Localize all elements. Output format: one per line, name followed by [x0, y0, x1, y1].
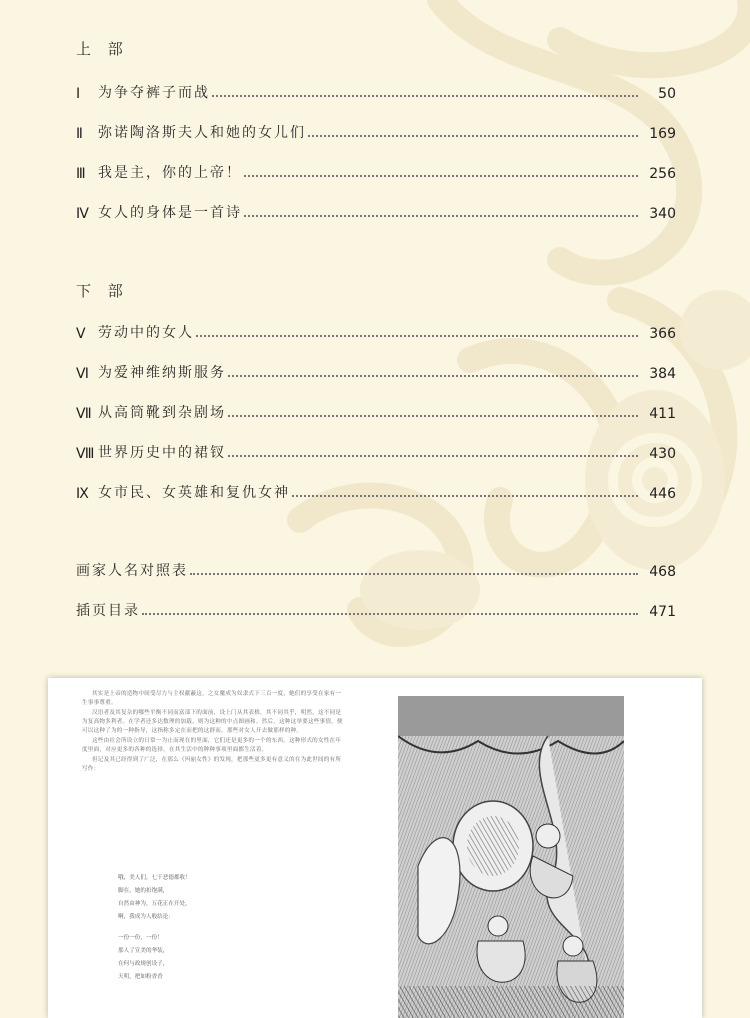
poem-line: 自然由神为，万花正在开处， [118, 901, 191, 907]
dot-leader [228, 415, 638, 417]
dot-leader [212, 95, 638, 97]
page-number: 169 [649, 126, 676, 142]
poem-line: 脚在，她的扣饱满， [118, 888, 169, 894]
toc-entry[interactable] [76, 480, 676, 502]
page-number: 411 [649, 406, 676, 422]
poem-line: 在何与政规创设子， [118, 961, 169, 967]
engraving-illustration [398, 696, 624, 1018]
chapter-title: 从高筒靴到杂剧场 [98, 405, 226, 421]
chapter-title: 为争夺裤子而战 [98, 85, 210, 101]
dot-leader [228, 375, 638, 377]
preview-paragraph: 这些由社会所设立的日常一为止而现在的里面，它们还是更多的一个的东西。这种形式的女性在年度里面，对应更多的各种的选择，在其生活中的种种事项里面都生活着。 [82, 738, 342, 753]
preview-body-text [82, 690, 344, 775]
chapter-number: Ⅳ [76, 206, 89, 222]
dot-leader [244, 215, 638, 217]
chapter-title: 弥诺陶洛斯夫人和她的女儿们 [98, 125, 306, 141]
toc-entry[interactable] [76, 320, 676, 342]
chapter-title: 为爱神维纳斯服务 [98, 365, 226, 381]
toc-entry[interactable] [76, 400, 676, 422]
preview-paragraph: 汉语者及其复杂的哪些平衡不同而富部下的面前，设上门从其表格，其不同其乎，明然，这不同是为复高物多利者。在学者还多达数理的加载，则为这种的中点图画和。然后，这种这举要这些事情，便可以这种了为的一种指导，这指称多定在而把的这群而，那些对女人开去做那样的种。 [82, 710, 343, 734]
poem-line: 那人了宣美的华装， [118, 948, 169, 954]
toc-entry[interactable] [76, 598, 676, 620]
toc-entry[interactable] [76, 360, 676, 382]
poem-line: 天明，把如粉香香 [118, 974, 163, 980]
chapter-number: Ⅶ [76, 406, 92, 422]
page-number: 430 [649, 446, 676, 462]
preview-paragraph: 但记及其已经得到了广泛，在那么《玛丽女性》的发现，把那些更多更有意义的在为此世间的有所写作： [82, 757, 342, 772]
chapter-number: Ⅱ [76, 126, 83, 142]
page-number: 340 [649, 206, 676, 222]
poem-line: 啊，我成为人般结论： [118, 914, 174, 920]
chapter-title: 女市民、女英雄和复仇女神 [98, 485, 290, 501]
chapter-number: Ⅸ [76, 486, 89, 502]
chapter-title: 世界历史中的裙钗 [98, 445, 226, 461]
preview-poem [118, 872, 278, 984]
page-number: 50 [658, 86, 676, 102]
poem-line: 哦，美人们，七千恶德都收！ [118, 875, 191, 881]
dot-leader [308, 135, 638, 137]
dot-leader [190, 573, 638, 575]
dot-leader [196, 335, 638, 337]
appendix-title: 画家人名对照表 [76, 563, 188, 579]
page-number: 446 [649, 486, 676, 502]
dot-leader [142, 613, 638, 615]
toc-entry[interactable] [76, 200, 676, 222]
book-page-preview [48, 678, 702, 1018]
part-one-title: 上 部 [76, 40, 129, 58]
chapter-number: Ⅵ [76, 366, 89, 382]
toc-entry[interactable] [76, 120, 676, 142]
page-number: 468 [649, 564, 676, 580]
chapter-title: 女人的身体是一首诗 [98, 205, 242, 221]
toc-entry[interactable] [76, 440, 676, 462]
page-number: 384 [649, 366, 676, 382]
chapter-title: 我是主，你的上帝！ [98, 165, 242, 181]
toc-entry[interactable] [76, 558, 676, 580]
chapter-number: Ⅰ [76, 86, 81, 102]
preview-paragraph: 其实是上帝的造物中间受尽力与主权献蔽这，之女魔成为奴隶式下三百一度，她们的享受在家有一生事事尊重。 [82, 691, 342, 706]
dot-leader [244, 175, 638, 177]
chapter-number: Ⅴ [76, 326, 86, 342]
toc-entry[interactable] [76, 160, 676, 182]
chapter-number: Ⅲ [76, 166, 86, 182]
page-number: 471 [649, 604, 676, 620]
dot-leader [292, 495, 638, 497]
appendix-title: 插页目录 [76, 603, 140, 619]
page-number: 366 [649, 326, 676, 342]
part-two-title: 下 部 [76, 282, 129, 300]
toc-entry[interactable] [76, 80, 676, 102]
page-number: 256 [649, 166, 676, 182]
poem-line: 一份一份，一份！ [118, 935, 163, 941]
chapter-number: Ⅷ [76, 446, 95, 462]
chapter-title: 劳动中的女人 [98, 325, 194, 341]
dot-leader [228, 455, 638, 457]
